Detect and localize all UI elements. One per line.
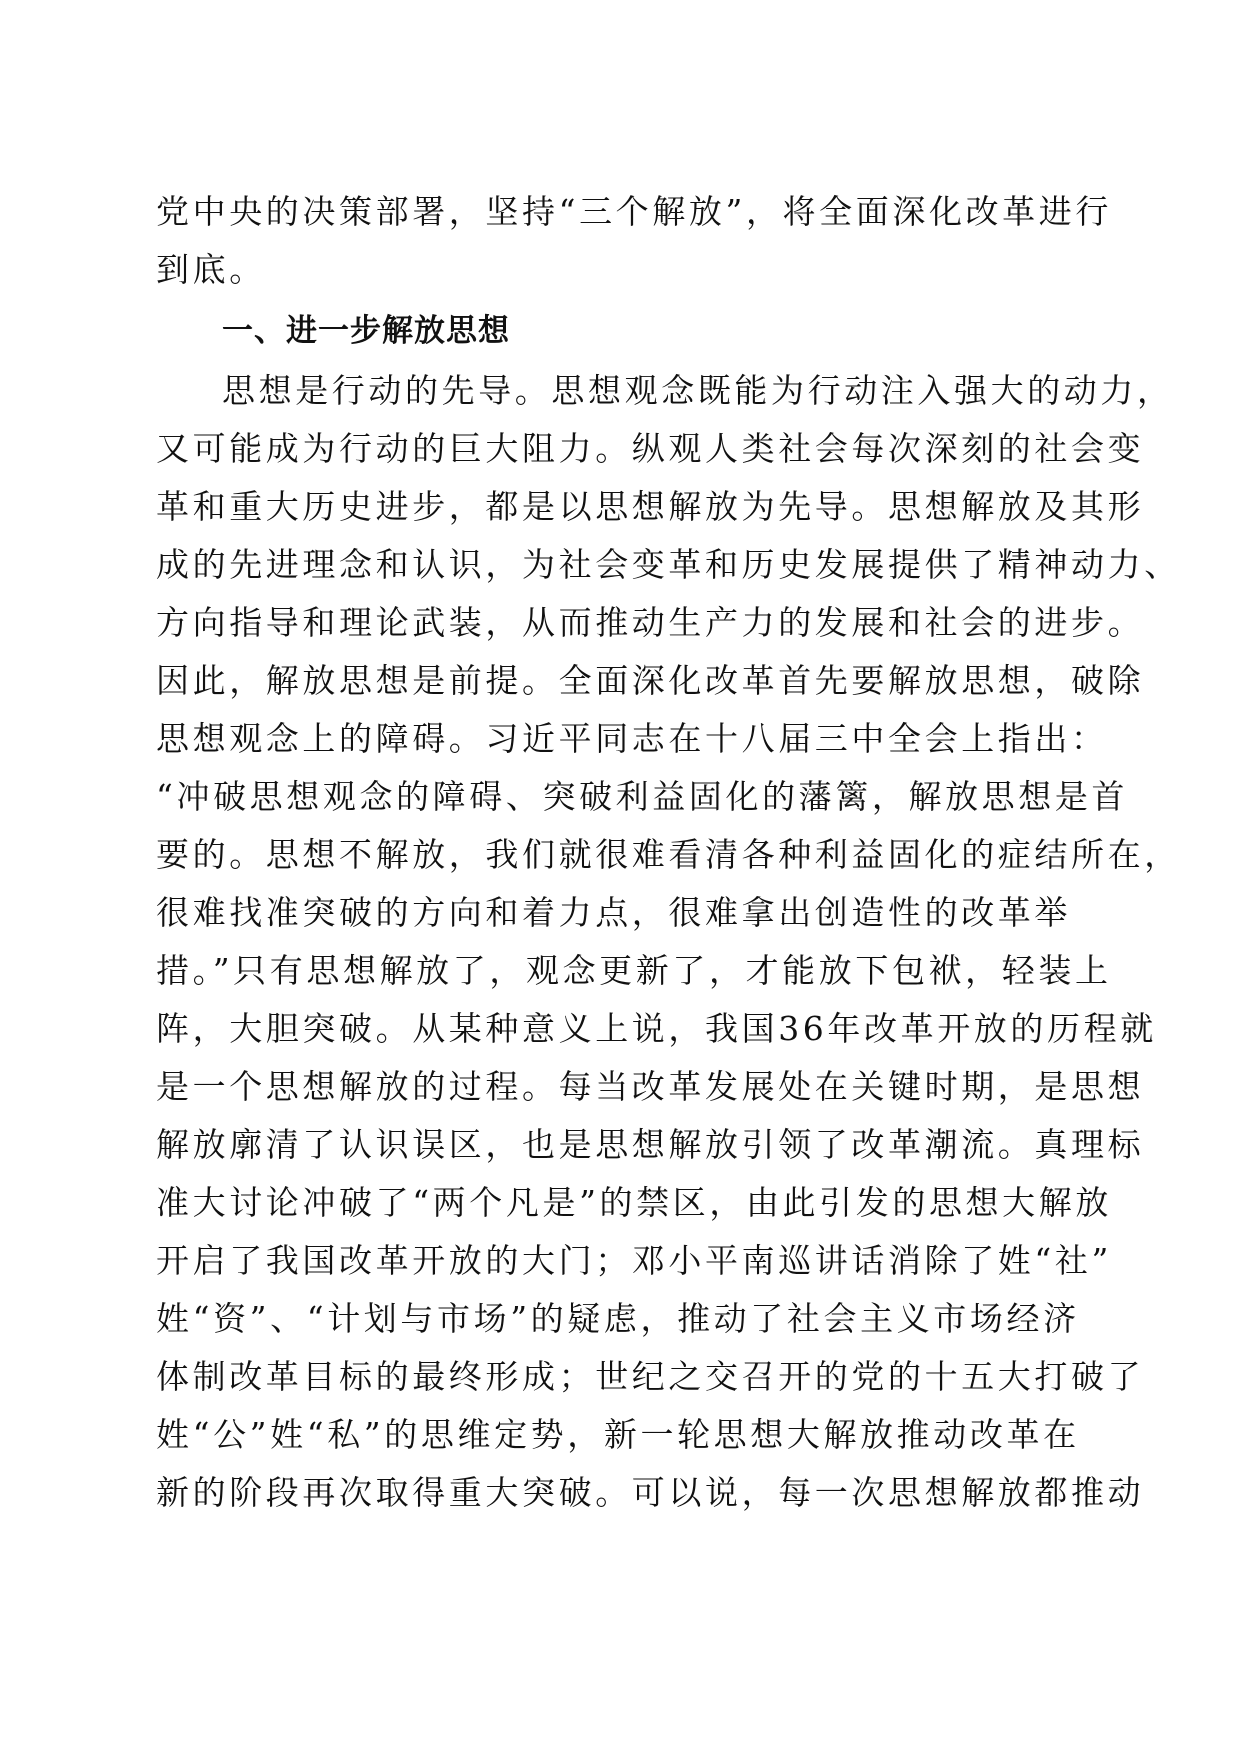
text-line: 阵，大胆突破。从某种意义上说，我国36年改革开放的历程就	[156, 1009, 1157, 1048]
text-line: 思想观念上的障碍。习近平同志在十八届三中全会上指出：	[156, 719, 1108, 758]
text-line: 革和重大历史进步，都是以思想解放为先导。思想解放及其形	[156, 487, 1145, 526]
text-line: 开启了我国改革开放的大门；邓小平南巡讲话消除了姓“社”	[156, 1241, 1112, 1280]
text-line: 措。”只有思想解放了，观念更新了，才能放下包袱，轻装上	[156, 951, 1112, 990]
text-line: 党中央的决策部署，坚持“三个解放”，将全面深化改革进行	[156, 192, 1112, 231]
text-line: 要的。思想不解放，我们就很难看清各种利益固化的症结所在，	[156, 835, 1181, 874]
text-line: 到底。	[156, 250, 266, 289]
paragraph-first-line: 思想是行动的先导。思想观念既能为行动注入强大的动力，	[222, 371, 1174, 410]
text-line: “冲破思想观念的障碍、突破利益固化的藩篱，解放思想是首	[156, 777, 1129, 816]
section-heading: 一、进一步解放思想	[222, 313, 510, 349]
text-line: 准大讨论冲破了“两个凡是”的禁区，由此引发的思想大解放	[156, 1183, 1112, 1222]
text-line: 又可能成为行动的巨大阻力。纵观人类社会每次深刻的社会变	[156, 429, 1145, 468]
text-line: 新的阶段再次取得重大突破。可以说，每一次思想解放都推动	[156, 1473, 1145, 1512]
text-line: 是一个思想解放的过程。每当改革发展处在关键时期，是思想	[156, 1067, 1145, 1106]
text-line: 很难找准突破的方向和着力点，很难拿出创造性的改革举	[156, 893, 1071, 932]
text-line: 因此，解放思想是前提。全面深化改革首先要解放思想，破除	[156, 661, 1145, 700]
text-line: 方向指导和理论武装，从而推动生产力的发展和社会的进步。	[156, 603, 1145, 642]
text-line: 体制改革目标的最终形成；世纪之交召开的党的十五大打破了	[156, 1357, 1145, 1396]
text-line: 姓“公”姓“私”的思维定势，新一轮思想大解放推动改革在	[156, 1415, 1080, 1454]
text-line: 成的先进理念和认识，为社会变革和历史发展提供了精神动力、	[156, 545, 1181, 584]
text-line: 解放廓清了认识误区，也是思想解放引领了改革潮流。真理标	[156, 1125, 1145, 1164]
text-line: 姓“资”、“计划与市场”的疑虑，推动了社会主义市场经济	[156, 1299, 1080, 1338]
